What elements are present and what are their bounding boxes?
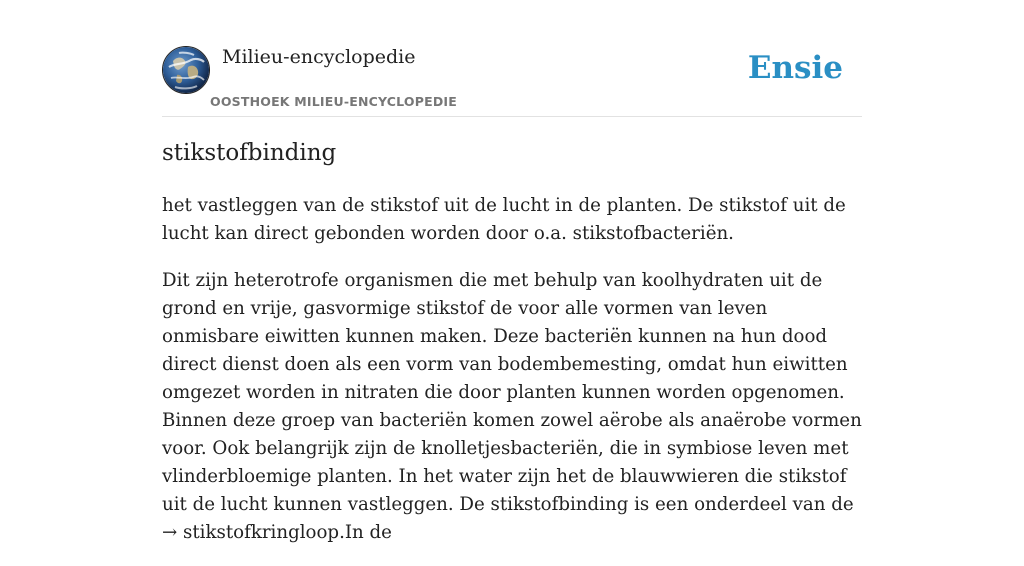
cross-reference-link[interactable]: → stikstofkringloop (162, 522, 340, 543)
site-header (162, 44, 862, 117)
paragraph-text: Dit zijn heterotrofe organismen die met behulp van koolhydraten uit de grond en vrije, gasvormige stikstof de voor alle vormen van leven onmisbare eiwitten kunnen maken. Deze bacteriën kunnen na hun dood direct dienst doen als een vorm van bodembemesting, omdat hun eiwitten omgezet worden in nitraten die door planten kunnen worden opgenomen. Binnen deze groep van bacteriën komen zowel aërobe als anaërobe vormen voor. Ook belangrijk zijn de knolletjesbacteriën, die in symbiose leven met vlinderbloemige planten. In het water zijn het de blauwwieren die stikstof uit de lucht kunnen vastleggen. De stikstofbinding is een onderdeel van de (162, 270, 862, 515)
site-title[interactable]: Milieu-encyclopedie (222, 46, 416, 68)
site-subtitle[interactable]: OOSTHOEK MILIEU-ENCYCLOPEDIE (210, 94, 457, 109)
entry-paragraph: het vastleggen van de stikstof uit de lucht in de planten. De stikstof uit de lucht kan direct gebonden worden door o.a. stikstofbacteriën. (162, 195, 846, 244)
brand-logo-link[interactable]: Ensie (747, 50, 843, 86)
entry-title: stikstofbinding (162, 140, 337, 166)
paragraph-text-tail: .In de (339, 522, 392, 543)
earth-globe-icon[interactable] (162, 46, 210, 94)
entry-body (162, 192, 867, 566)
entry-paragraph (162, 267, 867, 547)
